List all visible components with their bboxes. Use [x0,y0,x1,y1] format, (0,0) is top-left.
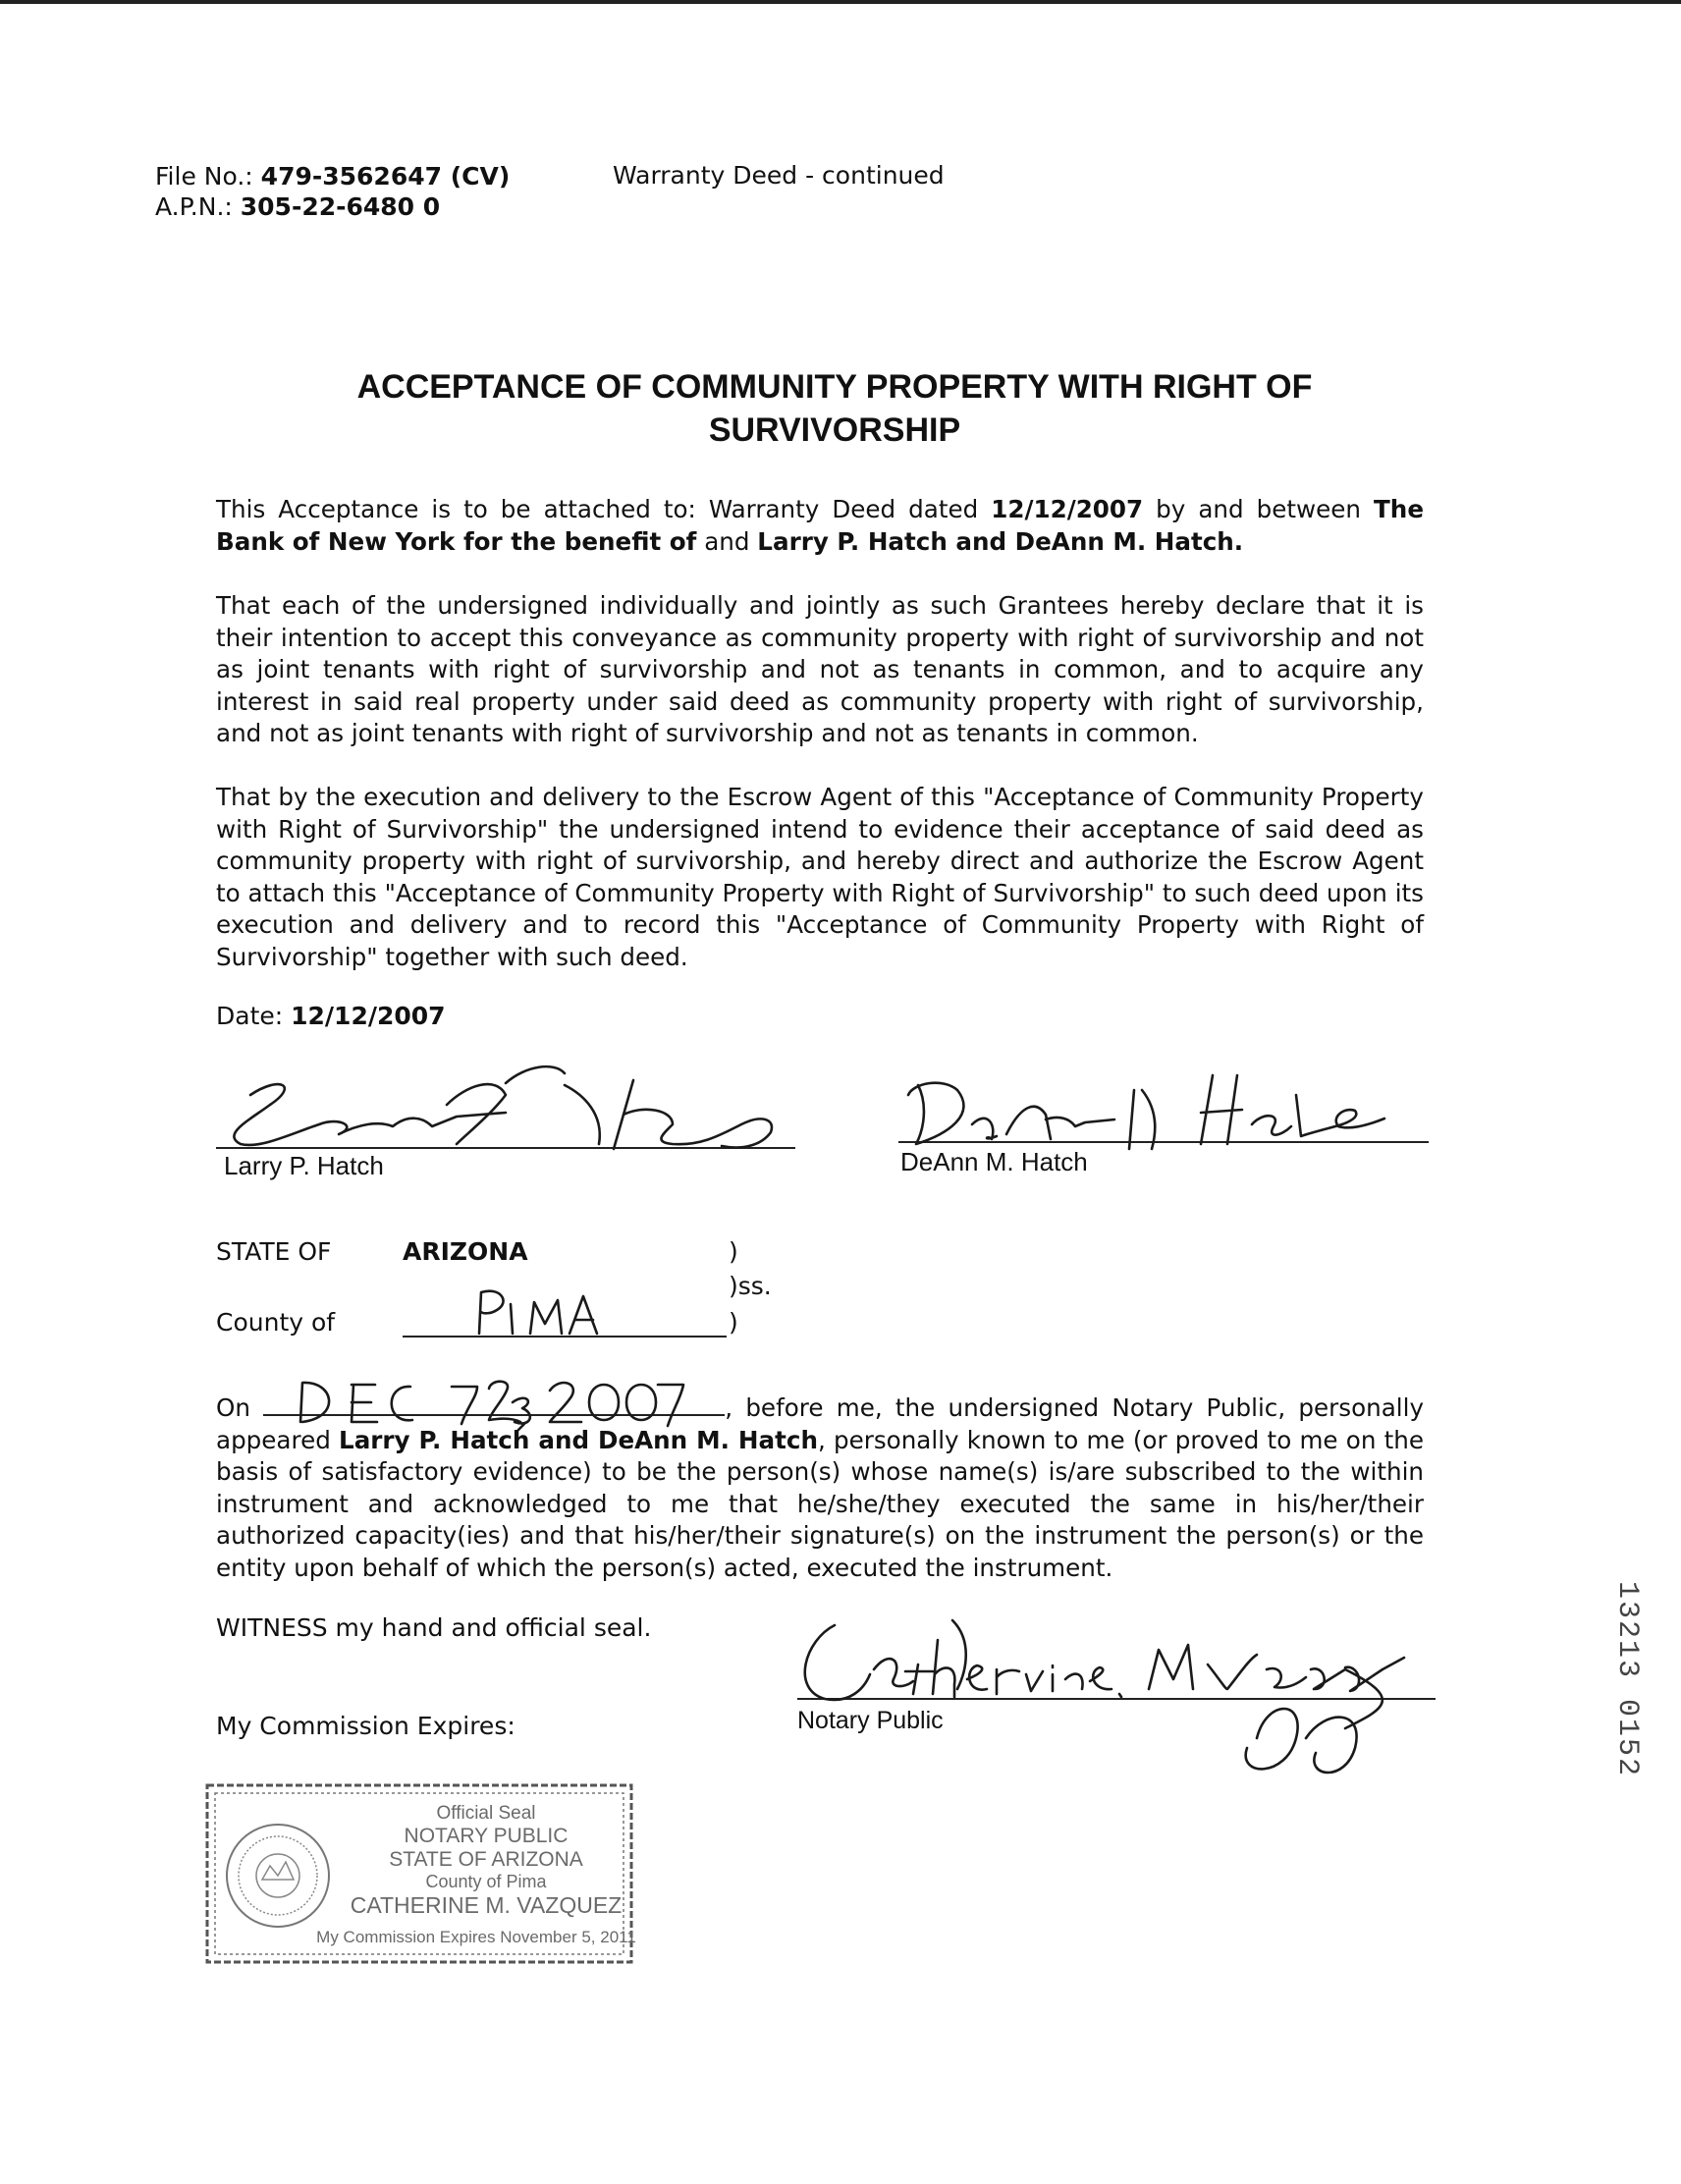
signing-date-line [216,1000,446,1033]
signer-name-deann: DeAnn M. Hatch [900,1147,1088,1176]
larry-signature-handwriting [211,1056,820,1164]
signer-name-larry: Larry P. Hatch [224,1151,384,1180]
county-label: County of [216,1308,336,1337]
ack-appeared: appeared [216,1425,340,1454]
notary-public-label: Notary Public [797,1707,944,1734]
apn-value: 305-22-6480 0 [240,192,441,221]
intro-paragraph [216,494,1424,558]
commission-expires-label: My Commission Expires: [216,1712,515,1740]
file-number-line [155,162,510,191]
ack-names: Larry P. Hatch and DeAnn M. Hatch [339,1425,818,1454]
declaration-paragraph: That each of the undersigned individually and jointly as such Grantees hereby declare that it is their intention to accept this conveyance as community property with right of survivorship and not as joint tenants with right of survivorship and not as tenants in common, and to acquire any interest in said real property under said deed as community property with right of survivorship, and not as joint tenants with right of survivorship and not as tenants in common. [216,591,1424,747]
file-no-label: File No.: [155,162,253,191]
document-title [196,365,1473,452]
execution-paragraph: That by the execution and delivery to the Escrow Agent of this "Acceptance of Community Property with Right of Survivorship" the undersigned intend to evidence their acceptance of said deed as community property with right of survivorship, and hereby direct and authorize the Escrow Agent to attach this "Acceptance of Community Property with Right of Survivorship" to such deed upon its execution and delivery and to record this "Acceptance of Community Property with Right of Survivorship" together with such deed. [216,783,1424,971]
ack-rest-line1: , personally known to me (or proved to me on the basis [216,1425,1424,1486]
date-value: 12/12/2007 [291,1002,446,1030]
grantee-names: Larry P. Hatch and DeAnn M. Hatch. [757,526,1244,556]
apn-line [155,192,440,221]
ack-on: On [216,1393,250,1422]
intro-text-2: by and between [1143,495,1375,523]
svg-text:My Commission Expires November: My Commission Expires November 5, 2011 [316,1928,636,1946]
venue-paren-1: ) [729,1237,738,1266]
svg-text:NOTARY PUBLIC: NOTARY PUBLIC [404,1825,569,1847]
svg-text:Official Seal: Official Seal [436,1803,536,1824]
venue-paren-3: ) [729,1308,738,1337]
venue-ss: )ss. [729,1272,772,1300]
apn-label: A.P.N.: [155,192,233,221]
recording-number: 13213 0152 [1610,1581,1644,1778]
file-no-value: 479-3562647 (CV) [260,162,511,191]
page-top-border [0,0,1681,4]
state-seal-emblem [227,1825,329,1927]
notary-seal-stamp [201,1777,643,1974]
date-label: Date: [216,1002,284,1030]
svg-text:STATE OF ARIZONA: STATE OF ARIZONA [389,1848,583,1871]
notary-signature-handwriting [795,1611,1434,1787]
ack-date-handwriting [295,1373,687,1432]
witness-statement: WITNESS my hand and official seal. [216,1613,652,1642]
title-line-1: ACCEPTANCE OF COMMUNITY PROPERTY WITH RIGHT OF [356,368,1313,406]
title-line-2: SURVIVORSHIP [708,411,961,449]
deann-signature-handwriting [889,1065,1399,1174]
county-handwriting-pima [471,1284,609,1338]
state-label: STATE OF [216,1237,332,1266]
deed-continued-label: Warranty Deed - continued [613,161,945,190]
state-value: ARIZONA [403,1237,528,1266]
intro-text-3: and [696,526,758,556]
intro-text-1: This Acceptance is to be attached to: Warranty Deed dated [216,495,992,523]
deed-date: 12/12/2007 [991,495,1144,523]
svg-text:CATHERINE M. VAZQUEZ: CATHERINE M. VAZQUEZ [350,1892,623,1918]
ack-rest: of satisfactory evidence) to be the person(s) whose name(s) is/are subscribed to the within instrument and acknowledged to me that he/she/they executed the same in his/her/their authorized capacity(ies) and that his/her/their signature(s) on the instrument the person(s) or the entity upon behalf of which the person(s) acted, executed the instrument. [216,1457,1424,1582]
grantor-name: The Bank of New York for the benefit of [216,495,1424,556]
ack-after-date: , before me, the undersigned Notary Public, personally [725,1393,1424,1422]
svg-text:County of Pima: County of Pima [425,1872,547,1891]
